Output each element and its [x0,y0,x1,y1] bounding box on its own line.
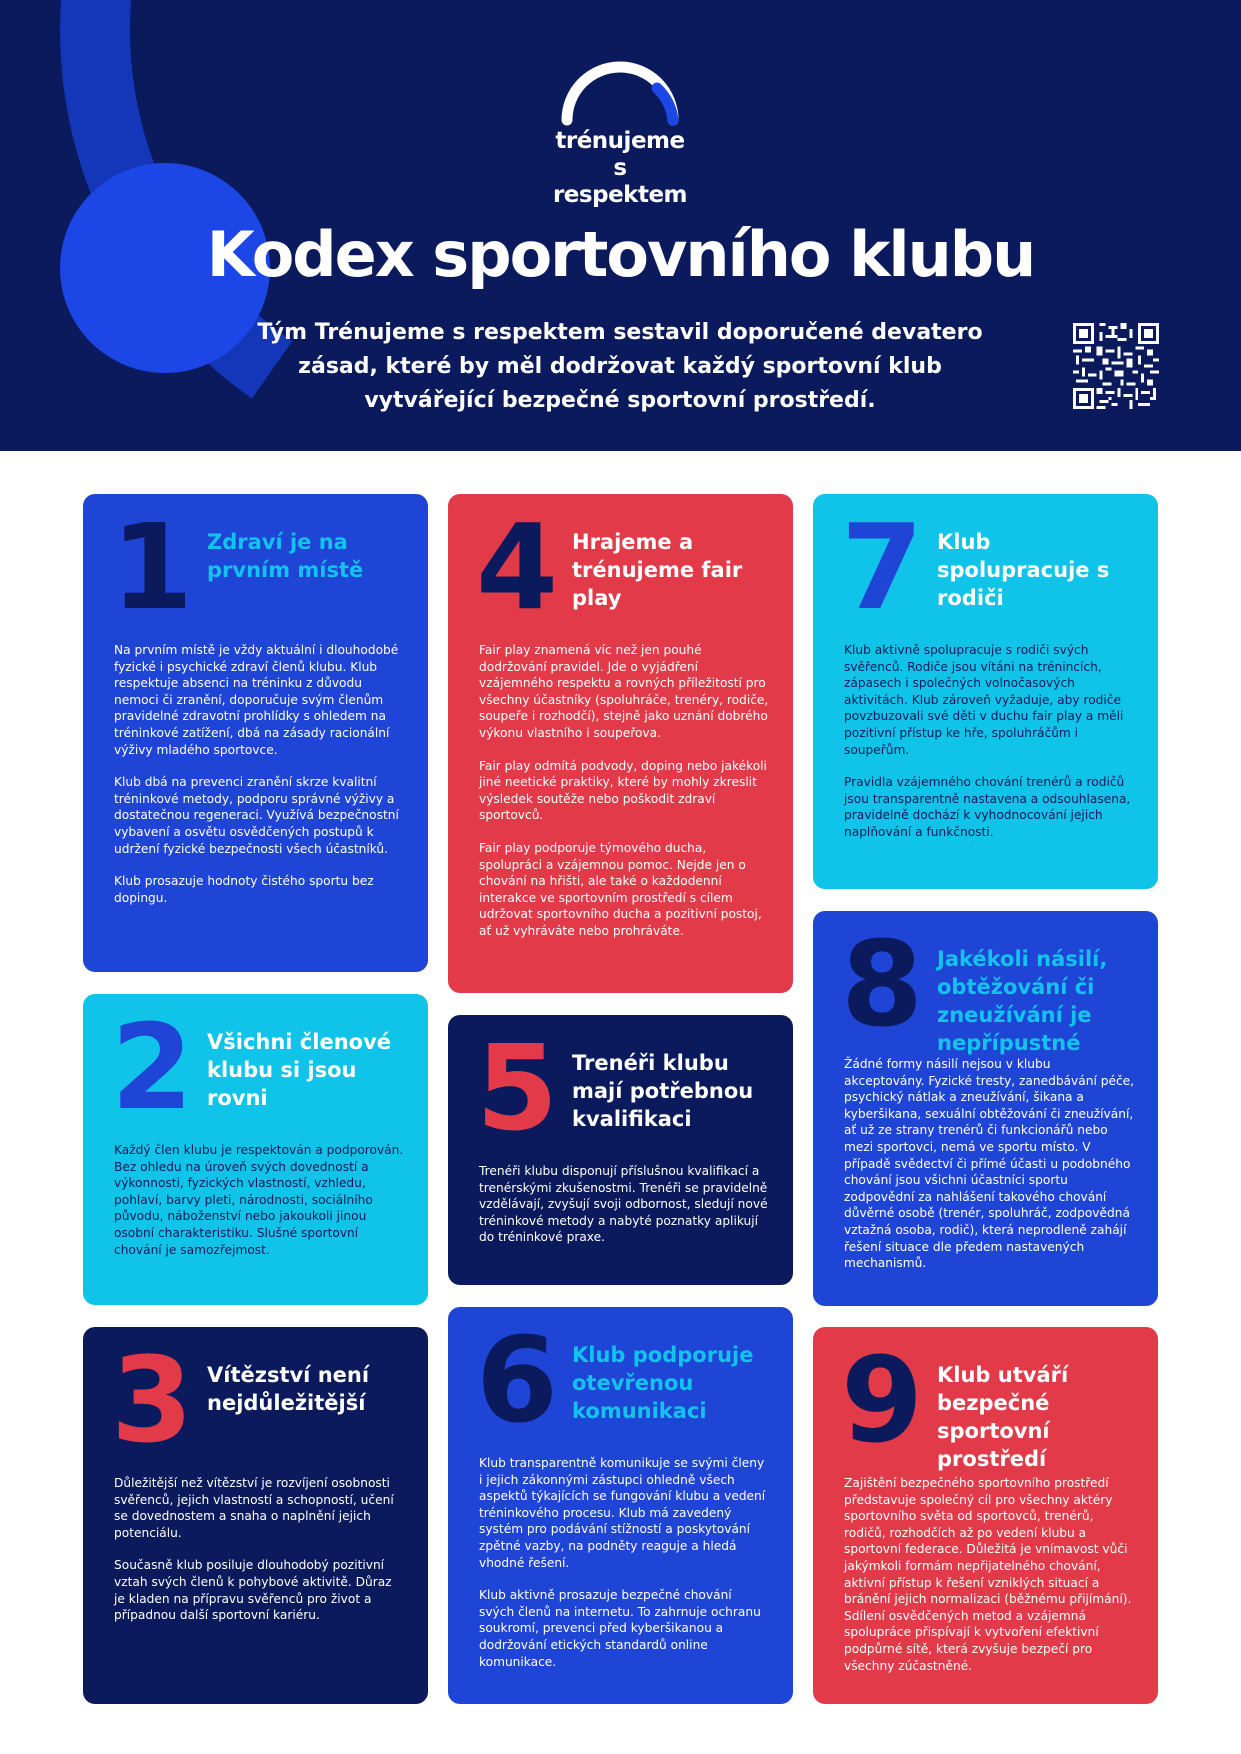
card-paragraph: Trenéři klubu disponují příslušnou kvalifikací a trenérskými zkušenostmi. Trenéři se pravidelně vzdělávají, zvyšují svoji odbornost, sledují nové tréninkové metody a nabyté poznatky aplikují do tréninkové praxe. [479,1164,768,1245]
card-4 [448,494,793,993]
card-number: 3 [111,1331,190,1469]
card-paragraph: Klub aktivně prosazuje bezpečné chování svých členů na internetu. To zahrnuje ochranu soukromí, prevenci před kyberšikanou a dodržování etických standardů online komunikace. [479,1588,761,1669]
card-3 [83,1327,428,1704]
card-paragraph: Žádné formy násilí nejsou v klubu akceptovány. Fyzické tresty, zanedbávání péče, psychický nátlak a zneužívání, šikana a kyberšikana, sexuální obtěžování či zneužívání, ať už ze strany trenérů či funkcionářů nebo mezi sportovci, nemá ve sportu místo. V případě svědectví či přímé účasti u podobného chování jsou všichni účastníci sportu zodpovědní za nahlášení takového chování důvěrné osobě (trenér, spoluhráč, zodpovědná vztažná osoba, rodič), která neprodleně zahájí řešení situace dle předem nastavených mechanismů. [844,1057,1135,1271]
card-paragraph: Fair play znamená víc než jen pouhé dodržování pravidel. Jde o vyjádření vzájemného respektu a rovných příležitostí pro všechny účastníky (spoluhráče, trenéry, rodiče, soupeře i rozhodčí), stejně jako uznání dobrého výkonu vlastního i soupeřova. [479,643,769,740]
card-heading: Hrajeme a trénujeme fair play [572,530,743,610]
card-heading: Klub spolupracuje s rodiči [937,530,1110,610]
page-subtitle: Tým Trénujeme s respektem sestavil doporučené devatero zásad, které by měl dodržovat každý sportovní klub vytvářející bezpečné sportovní prostředí. [257,320,983,413]
logo-line-2: s respektem [552,155,688,208]
card-body [114,1475,404,1640]
card-number: 1 [111,498,190,636]
card-paragraph: Na prvním místě je vždy aktuální i dlouhodobé fyzické i psychické zdraví členů klubu. Klub respektuje absenci na tréninku z důvodu nemoci či zranění, doporučuje svým členům pravidelné zdravotní prohlídky s ohledem na tréninkové zatížení, dbá na zásady racionální výživy mladého sportovce. [114,643,399,757]
card-paragraph: Fair play podporuje týmového ducha, spolupráci a vzájemnou pomoc. Nejde jen o chování na hřišti, ale také o každodenní interakce ve sportovním prostředí s cílem udržovat sportovního ducha a pozitivní postoj, ať už vyhráváte nebo prohráváte. [479,840,762,938]
card-body [479,642,769,956]
card-number: 4 [476,498,555,636]
card-heading: Klub podporuje otevřenou komunikaci [572,1343,754,1423]
card-9 [813,1327,1158,1704]
card-paragraph: Klub transparentně komunikuje se svými členy i jejich zákonnými zástupci ohledně všech aspektů týkajících se fungování klubu a vedení tréninkového procesu. Klub má zavedený systém pro podávání stížností a poskytování zpětné vazby, na podněty reaguje a hledá vhodné řešení. [479,1456,766,1570]
page-title: Kodex sportovního klubu [206,218,1035,291]
card-paragraph: Fair play odmítá podvody, doping nebo jakékoli jiné neetické praktiky, které by mohly zkreslit výsledek soutěže nebo poškodit zdraví sportovců. [479,758,767,823]
card-body [114,1142,404,1274]
card-paragraph: Důležitější než vítězství je rozvíjení osobnosti svěřenců, jejich vlastností a schopností, učení se dovednostem a snaha o naplnění jejich potenciálu. [114,1476,394,1540]
header-banner [0,0,1241,451]
card-paragraph: Současně klub posiluje dlouhodobý pozitivní vztah svých členů k pohybové aktivitě. Důraz je kladen na přípravu svěřenců pro život a případnou další sportovní kariéru. [114,1558,392,1623]
card-body [114,642,404,922]
card-number: 2 [111,998,190,1136]
qr-code-icon[interactable] [1073,323,1159,409]
card-paragraph: Pravidla vzájemného chování trenérů a rodičů jsou transparentně nastavena a odsouhlasena, pravidelně dochází k vyhodnocování jejich naplňování a funkčnosti. [844,775,1131,839]
card-body [844,642,1134,857]
card-heading: Klub utváří bezpečné sportovní prostředí [937,1363,1069,1471]
card-heading: Jakékoli násilí, obtěžování či zneužívání je nepřípustné [937,947,1108,1055]
card-heading: Trenéři klubu mají potřebnou kvalifikaci [572,1051,754,1131]
card-number: 9 [841,1331,920,1469]
card-paragraph: Klub dbá na prevenci zranění skrze kvalitní tréninkové metody, podporu správné výživy a dostatečnou regeneraci. Využívá bezpečnostní vybavení a osvětu osvědčených postupů k udržení fyzické bezpečnosti všech účastníků. [114,775,399,856]
card-1 [83,494,428,972]
card-paragraph: Každý člen klubu je respektován a podporován. Bez ohledu na úroveň svých dovedností a výkonnosti, fyzických vlastností, vzhledu, pohlaví, barvy pleti, národnosti, sociálního původu, náboženství nebo jakoukoli jinou osobní charakteristiku. Slušné sportovní chování je samozřejmost. [114,1143,404,1257]
card-heading: Zdraví je na prvním místě [207,530,364,582]
card-7 [813,494,1158,889]
card-heading: Vítězství není nejdůležitější [207,1363,370,1415]
card-paragraph: Klub prosazuje hodnoty čistého sportu bez dopingu. [114,874,374,905]
card-body [479,1455,769,1686]
card-heading: Všichni členové klubu si jsou rovni [207,1030,392,1110]
card-number: 5 [476,1019,555,1157]
card-body [844,1475,1134,1690]
card-paragraph: Zajištění bezpečného sportovního prostředí představuje společný cíl pro všechny aktéry sportovního světa od sportovců, trenérů, rodičů, rozhodčích až po vedení klubu a sportovní federace. Důležitá je vnímavost vůči jakýmkoli formám nepřijatelného chování, aktivní přístup k řešení vzniklých situací a bránění jejich normalizaci (běžnému přijímání). Sdílení osvědčených metod a vzájemná spolupráce přispívají k vytvoření efektivní podpůrné sítě, která zvyšuje bezpečí pro všechny zúčastněné. [844,1476,1132,1673]
card-paragraph: Klub aktivně spolupracuje s rodiči svých svěřenců. Rodiče jsou vítáni na trénincích, zápasech i společných volnočasových aktivitách. Klub zároveň vyžaduje, aby rodiče povzbuzovali své děti v duchu fair play a měli pozitivní přístup ke hře, spoluhráčům i soupeřům. [844,643,1124,757]
logo [545,58,695,208]
card-body [844,1056,1134,1288]
card-number: 6 [476,1311,555,1449]
card-6 [448,1307,793,1704]
card-number: 8 [841,915,920,1053]
logo-line-1: trénujeme [555,128,685,154]
card-2 [83,994,428,1305]
logo-arc-icon [557,58,683,128]
card-5 [448,1015,793,1285]
card-8 [813,911,1158,1306]
logo-text [545,128,695,209]
card-number: 7 [841,498,920,636]
card-body [479,1163,769,1262]
